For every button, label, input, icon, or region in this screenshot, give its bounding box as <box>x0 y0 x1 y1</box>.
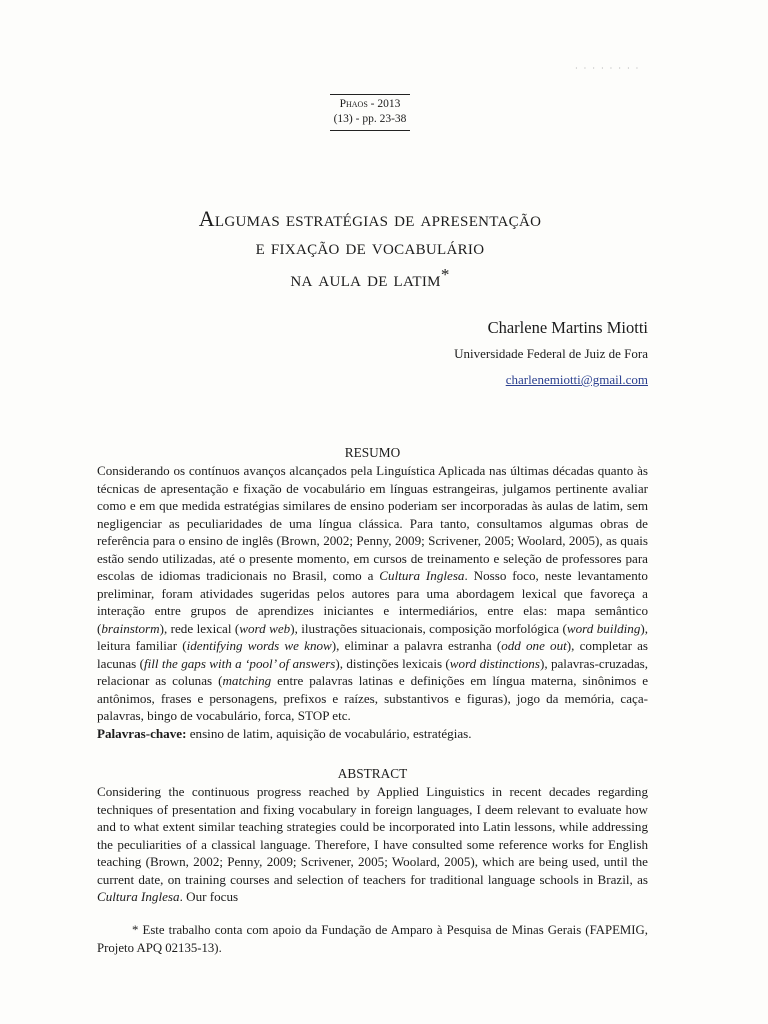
journal-name: Phaos - 2013 <box>339 98 401 110</box>
author-email-link[interactable]: charlenemiotti@gmail.com <box>505 372 648 387</box>
resumo-section <box>97 444 648 742</box>
resumo-text-8: ), distinções lexicais ( <box>335 655 450 671</box>
abstract-text-1: Considering the continuous progress reached by Applied Linguistics in recent decades regarding techniques of presentation and fixing vocabulary in foreign languages, I deem relevant to evaluate how and to what extent similar teaching strategies could be incorporated into Latin lessons, while addressing the peculiarities of a classical language. Therefore, I have consulted some reference works for English teaching (Brown, 2002; Penny, 2009; Scrivener, 2005; Woolard, 2005), which are being used, until the current date, on training courses and selection of teachers for traditional language schools in Brazil, as <box>97 784 648 887</box>
abstract-heading: ABSTRACT <box>337 766 408 781</box>
resumo-keywords <box>97 725 648 743</box>
title-line-1: Algumas estratégias de apresentação <box>198 206 542 231</box>
resumo-italic-6: odd one out <box>501 638 567 653</box>
author-affiliation: Universidade Federal de Juiz de Fora <box>454 346 648 361</box>
page-corner-mark: · · · · · · · · <box>575 64 641 73</box>
abstract-italic-1: Cultura Inglesa <box>97 889 180 904</box>
title-line-2: e fixação de vocabulário <box>255 234 485 259</box>
resumo-text-10: entre palavras latinas e definições em língua materna, sinônimos e antônimos, frases e personagens, prefixos e raízes, substantivos e figuras), jogo da memória, caça-palavras, bingo de vocabulário, forca, STOP etc. <box>97 673 649 723</box>
title-line-3 <box>100 261 640 293</box>
resumo-paragraph <box>97 462 648 725</box>
resumo-italic-5: identifying words we know <box>186 638 332 653</box>
resumo-text-5: ), leitura familiar ( <box>97 620 649 653</box>
resumo-text-3: ), rede lexical ( <box>159 620 240 636</box>
keywords-label: Palavras-chave: <box>97 725 187 741</box>
article-title <box>100 205 640 293</box>
resumo-italic-8: word distinctions <box>449 655 540 671</box>
resumo-italic-4: word building <box>566 620 641 636</box>
resumo-italic-9: matching <box>222 673 272 688</box>
resumo-text-9: ), palavras-cruzadas, relacionar as colunas ( <box>97 655 648 688</box>
journal-issue: (13) - pp. 23-38 <box>333 113 407 125</box>
resumo-text-6: ), eliminar a palavra estranha ( <box>331 638 502 653</box>
journal-header <box>330 94 410 131</box>
resumo-italic-7: fill the gaps with a ‘pool’ of answers <box>143 655 336 671</box>
resumo-italic-1: Cultura Inglesa <box>379 568 465 583</box>
author-block <box>454 316 648 390</box>
footnote: * Este trabalho conta com apoio da Fundação de Amparo à Pesquisa de Minas Gerais (FAPEMIG, Projeto APQ 02135-13). <box>97 923 648 955</box>
resumo-italic-3: word web <box>239 620 291 636</box>
title-line-3-text: na aula de latim <box>290 266 441 291</box>
author-name: Charlene Martins Miotti <box>487 318 648 337</box>
keywords-list: ensino de latim, aquisição de vocabulário, estratégias. <box>186 725 472 741</box>
resumo-italic-2: brainstorm <box>101 620 160 636</box>
resumo-text-7: ), completar as lacunas ( <box>97 638 649 671</box>
abstract-section <box>97 765 648 906</box>
resumo-text-4: ), ilustrações situacionais, composição morfológica ( <box>290 620 567 636</box>
abstract-paragraph <box>97 783 648 906</box>
resumo-text-2: . Nosso foco, neste levantamento preliminar, foram atividades sugeridas pelos autores para uma abordagem lexical que favoreça a interação entre grupos de aprendizes iniciantes e intermediários, entre elas: mapa semântico ( <box>97 568 648 636</box>
title-footnote-marker[interactable]: * <box>440 265 450 284</box>
abstract-text-2: . Our focus <box>179 889 239 904</box>
resumo-heading: RESUMO <box>344 445 401 460</box>
resumo-text-1: Considerando os contínuos avanços alcançados pela Linguística Aplicada nas últimas décadas quanto às técnicas de apresentação e fixação de vocabulário em línguas estrangeiras, julgamos pertinente avaliar como e em que medida estratégias similares de ensino poderiam ser incorporadas às aulas de latim, sem negligenciar as peculiaridades de uma língua clássica. Para tanto, consultamos algumas obras de referência para o ensino de inglês (Brown, 2002; Penny, 2009; Scrivener, 2005; Woolard, 2005), as quais estão sendo utilizadas, até o presente momento, em cursos de treinamento e seleção de professores para escolas de idiomas tradicionais no Brasil, como a <box>97 463 648 583</box>
